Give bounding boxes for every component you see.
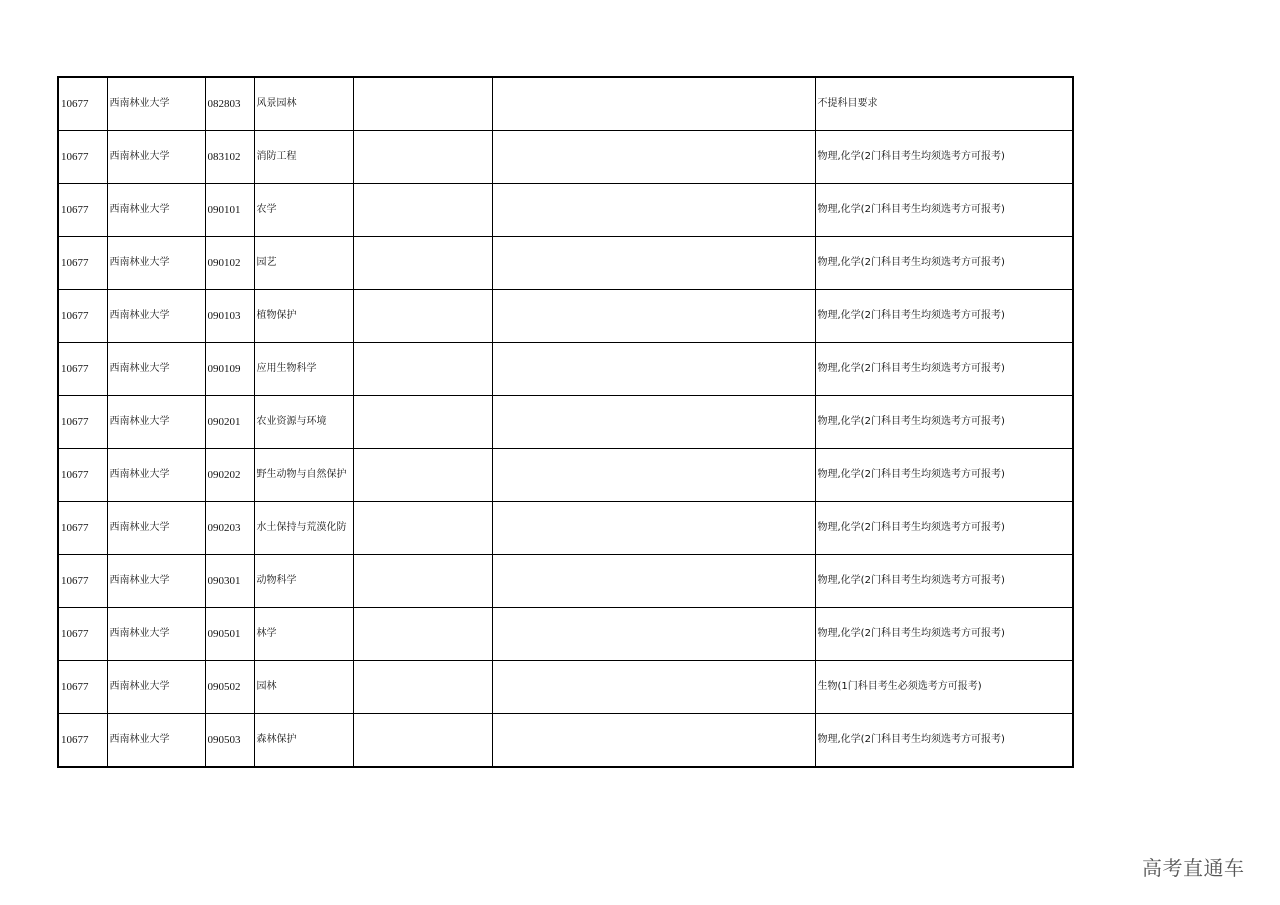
major-code-cell: 090109 (205, 343, 254, 396)
empty-cell (353, 131, 492, 184)
school-name-cell: 西南林业大学 (107, 184, 205, 237)
school-name-cell: 西南林业大学 (107, 502, 205, 555)
table-body (58, 77, 1073, 767)
major-code-cell: 090201 (205, 396, 254, 449)
school-name-cell: 西南林业大学 (107, 396, 205, 449)
school-name-cell: 西南林业大学 (107, 131, 205, 184)
empty-cell (353, 714, 492, 768)
empty-cell (353, 396, 492, 449)
subject-requirement-cell: 物理,化学(2门科目考生均须选考方可报考) (815, 131, 1073, 184)
table-row (58, 343, 1073, 396)
empty-cell (492, 290, 815, 343)
empty-cell (353, 555, 492, 608)
empty-cell (353, 502, 492, 555)
major-name-cell: 应用生物科学 (254, 343, 353, 396)
major-name-cell: 园艺 (254, 237, 353, 290)
empty-cell (353, 290, 492, 343)
major-name-cell: 农业资源与环境 (254, 396, 353, 449)
major-name-cell: 水土保持与荒漠化防 (254, 502, 353, 555)
major-name-cell: 风景园林 (254, 77, 353, 131)
table-row (58, 77, 1073, 131)
table-row (58, 396, 1073, 449)
school-name-cell: 西南林业大学 (107, 290, 205, 343)
table-row (58, 661, 1073, 714)
major-code-cell: 090103 (205, 290, 254, 343)
school-name-cell: 西南林业大学 (107, 237, 205, 290)
requirements-table (57, 76, 1074, 768)
empty-cell (492, 343, 815, 396)
empty-cell (353, 237, 492, 290)
major-code-cell: 090203 (205, 502, 254, 555)
subject-requirement-cell: 物理,化学(2门科目考生均须选考方可报考) (815, 290, 1073, 343)
major-code-cell: 090503 (205, 714, 254, 768)
major-code-cell: 083102 (205, 131, 254, 184)
subject-requirement-cell: 物理,化学(2门科目考生均须选考方可报考) (815, 714, 1073, 768)
major-code-cell: 090101 (205, 184, 254, 237)
empty-cell (353, 343, 492, 396)
empty-cell (492, 555, 815, 608)
table-row (58, 555, 1073, 608)
empty-cell (353, 608, 492, 661)
table-row (58, 502, 1073, 555)
empty-cell (492, 131, 815, 184)
table-row (58, 608, 1073, 661)
school-name-cell: 西南林业大学 (107, 661, 205, 714)
empty-cell (492, 714, 815, 768)
school-code-cell: 10677 (58, 290, 107, 343)
school-name-cell: 西南林业大学 (107, 555, 205, 608)
subject-requirement-cell: 物理,化学(2门科目考生均须选考方可报考) (815, 396, 1073, 449)
school-name-cell: 西南林业大学 (107, 714, 205, 768)
school-name-cell: 西南林业大学 (107, 77, 205, 131)
empty-cell (492, 237, 815, 290)
school-code-cell: 10677 (58, 343, 107, 396)
major-code-cell: 090301 (205, 555, 254, 608)
subject-requirement-cell: 物理,化学(2门科目考生均须选考方可报考) (815, 608, 1073, 661)
school-code-cell: 10677 (58, 502, 107, 555)
school-code-cell: 10677 (58, 237, 107, 290)
school-code-cell: 10677 (58, 131, 107, 184)
table-row (58, 237, 1073, 290)
major-name-cell: 林学 (254, 608, 353, 661)
empty-cell (492, 449, 815, 502)
empty-cell (353, 449, 492, 502)
major-code-cell: 090102 (205, 237, 254, 290)
major-name-cell: 植物保护 (254, 290, 353, 343)
subject-requirement-cell: 不提科目要求 (815, 77, 1073, 131)
major-name-cell: 园林 (254, 661, 353, 714)
subject-requirement-cell: 生物(1门科目考生必须选考方可报考) (815, 661, 1073, 714)
subject-requirement-cell: 物理,化学(2门科目考生均须选考方可报考) (815, 449, 1073, 502)
empty-cell (353, 184, 492, 237)
major-code-cell: 090502 (205, 661, 254, 714)
school-code-cell: 10677 (58, 608, 107, 661)
table-row (58, 449, 1073, 502)
school-name-cell: 西南林业大学 (107, 449, 205, 502)
empty-cell (492, 661, 815, 714)
subject-requirement-cell: 物理,化学(2门科目考生均须选考方可报考) (815, 555, 1073, 608)
subject-requirement-cell: 物理,化学(2门科目考生均须选考方可报考) (815, 184, 1073, 237)
major-name-cell: 森林保护 (254, 714, 353, 768)
school-code-cell: 10677 (58, 449, 107, 502)
school-code-cell: 10677 (58, 555, 107, 608)
school-code-cell: 10677 (58, 661, 107, 714)
empty-cell (492, 77, 815, 131)
table-row (58, 714, 1073, 768)
table-row (58, 184, 1073, 237)
empty-cell (353, 661, 492, 714)
watermark-text: 高考直通车 (1142, 856, 1245, 880)
table-row (58, 131, 1073, 184)
major-code-cell: 090202 (205, 449, 254, 502)
empty-cell (353, 77, 492, 131)
school-code-cell: 10677 (58, 396, 107, 449)
school-code-cell: 10677 (58, 714, 107, 768)
major-code-cell: 082803 (205, 77, 254, 131)
empty-cell (492, 396, 815, 449)
empty-cell (492, 502, 815, 555)
empty-cell (492, 608, 815, 661)
major-name-cell: 农学 (254, 184, 353, 237)
school-name-cell: 西南林业大学 (107, 343, 205, 396)
major-name-cell: 野生动物与自然保护 (254, 449, 353, 502)
subject-requirement-cell: 物理,化学(2门科目考生均须选考方可报考) (815, 237, 1073, 290)
table-row (58, 290, 1073, 343)
school-code-cell: 10677 (58, 77, 107, 131)
subject-requirement-cell: 物理,化学(2门科目考生均须选考方可报考) (815, 502, 1073, 555)
subject-requirement-cell: 物理,化学(2门科目考生均须选考方可报考) (815, 343, 1073, 396)
school-code-cell: 10677 (58, 184, 107, 237)
school-name-cell: 西南林业大学 (107, 608, 205, 661)
major-name-cell: 动物科学 (254, 555, 353, 608)
empty-cell (492, 184, 815, 237)
major-name-cell: 消防工程 (254, 131, 353, 184)
major-code-cell: 090501 (205, 608, 254, 661)
